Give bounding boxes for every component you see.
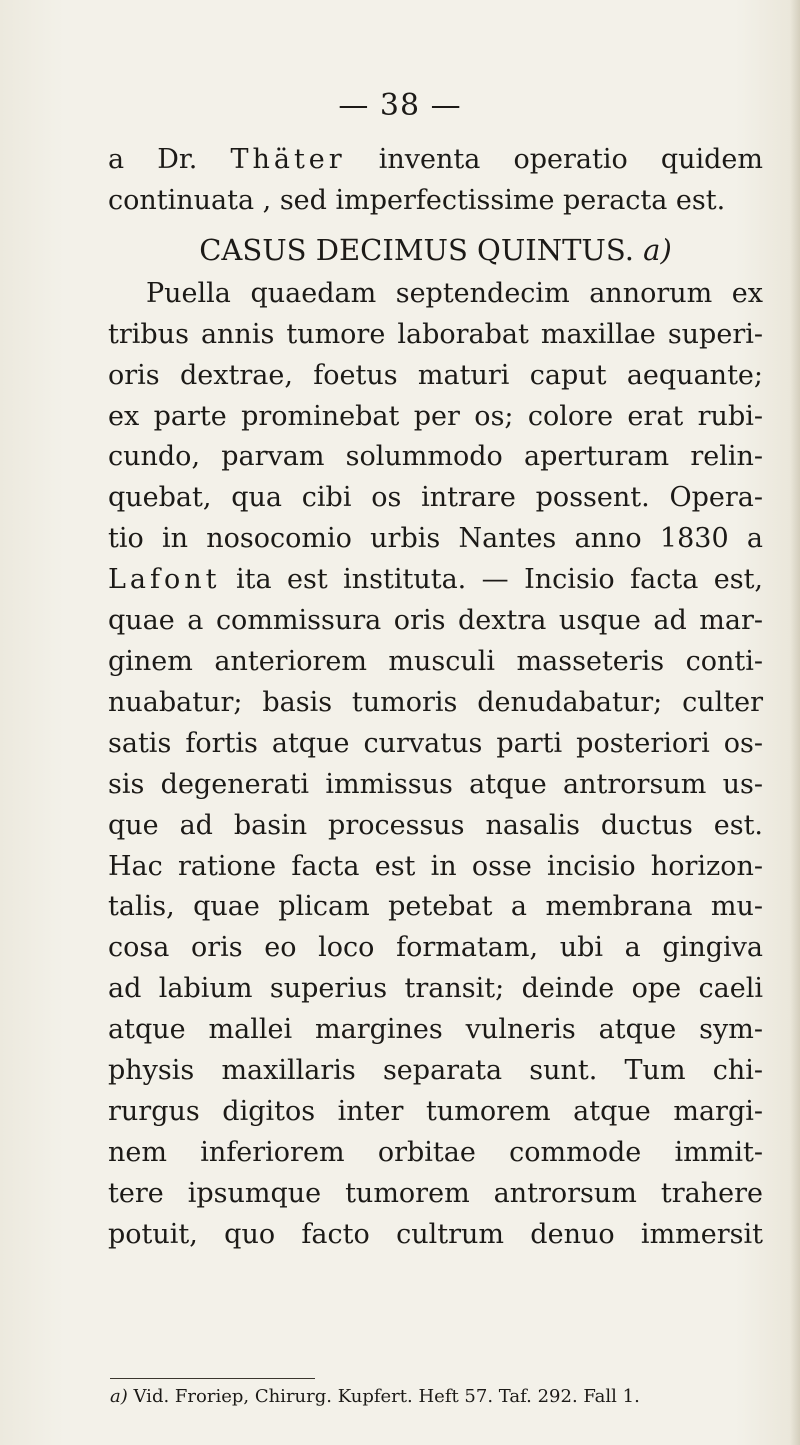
- text-line: cosa oris eo loco formatam, ubi a gingiva: [108, 932, 763, 964]
- footnote-text: Vid. Froriep, Chirurg. Kupfert. Heft 57. Taf. 292. Fall 1.: [133, 1386, 640, 1407]
- text-line: atque mallei margines vulneris atque sym-: [108, 1014, 763, 1046]
- text-line: tere ipsumque tumorem antrorsum trahere: [108, 1177, 763, 1209]
- text-line: rurgus digitos inter tumorem atque margi-: [108, 1095, 763, 1127]
- author-name: Thäter: [230, 144, 346, 175]
- body-text: [108, 140, 763, 1256]
- text-line: nuabatur; basis tumoris denudabatur; culter: [108, 686, 763, 718]
- text-line: talis, quae plicam petebat a membrana mu-: [108, 891, 763, 923]
- text-line: ginem anteriorem musculi masseteris conti-: [108, 645, 763, 677]
- text-line: quae a commissura oris dextra usque ad mar-: [108, 605, 763, 637]
- text-line: ad labium superius transit; deinde ope caeli: [108, 973, 763, 1005]
- footnote-marker: a): [110, 1386, 128, 1407]
- footnote-reference: a): [643, 232, 672, 267]
- text-line: continuata , sed imperfectissime peracta est.: [108, 184, 726, 216]
- text-line: physis maxillaris separata sunt. Tum chi-: [108, 1055, 763, 1087]
- section-heading: CASUS DECIMUS QUINTUS. a): [199, 232, 672, 267]
- text-line: a Dr. Thäter inventa operatio quidem: [108, 144, 763, 175]
- footnote: [110, 1385, 770, 1409]
- text-line: cundo, parvam solummodo aperturam relin-: [108, 441, 763, 473]
- text-line: tio in nosocomio urbis Nantes anno 1830 a: [108, 523, 763, 555]
- text-line: tribus annis tumore laborabat maxillae superi-: [108, 318, 763, 350]
- text-line: satis fortis atque curvatus parti posteriori os-: [108, 727, 763, 759]
- text-line: nem inferiorem orbitae commode immit-: [108, 1136, 763, 1168]
- footnote-divider: [110, 1378, 315, 1379]
- page-number: — 38 —: [338, 88, 462, 123]
- text-line: quebat, qua cibi os intrare possent. Opera-: [108, 482, 763, 514]
- page-edge-shadow: [790, 0, 800, 1445]
- text-line: Hac ratione facta est in osse incisio horizon-: [108, 850, 763, 882]
- text-line: ex parte prominebat per os; colore erat rubi-: [108, 400, 763, 432]
- text-line: Puella quaedam septendecim annorum ex: [146, 277, 763, 309]
- text-line: oris dextrae, foetus maturi caput aequante;: [108, 359, 763, 391]
- text-line: que ad basin processus nasalis ductus est.: [108, 809, 763, 841]
- text-line: sis degenerati immissus atque antrorsum us-: [108, 768, 763, 800]
- text-line: potuit, quo facto cultrum denuo immersit: [108, 1218, 763, 1250]
- author-name: Lafont: [108, 564, 221, 596]
- text-line: Lafont ita est instituta. — Incisio facta est,: [108, 564, 763, 596]
